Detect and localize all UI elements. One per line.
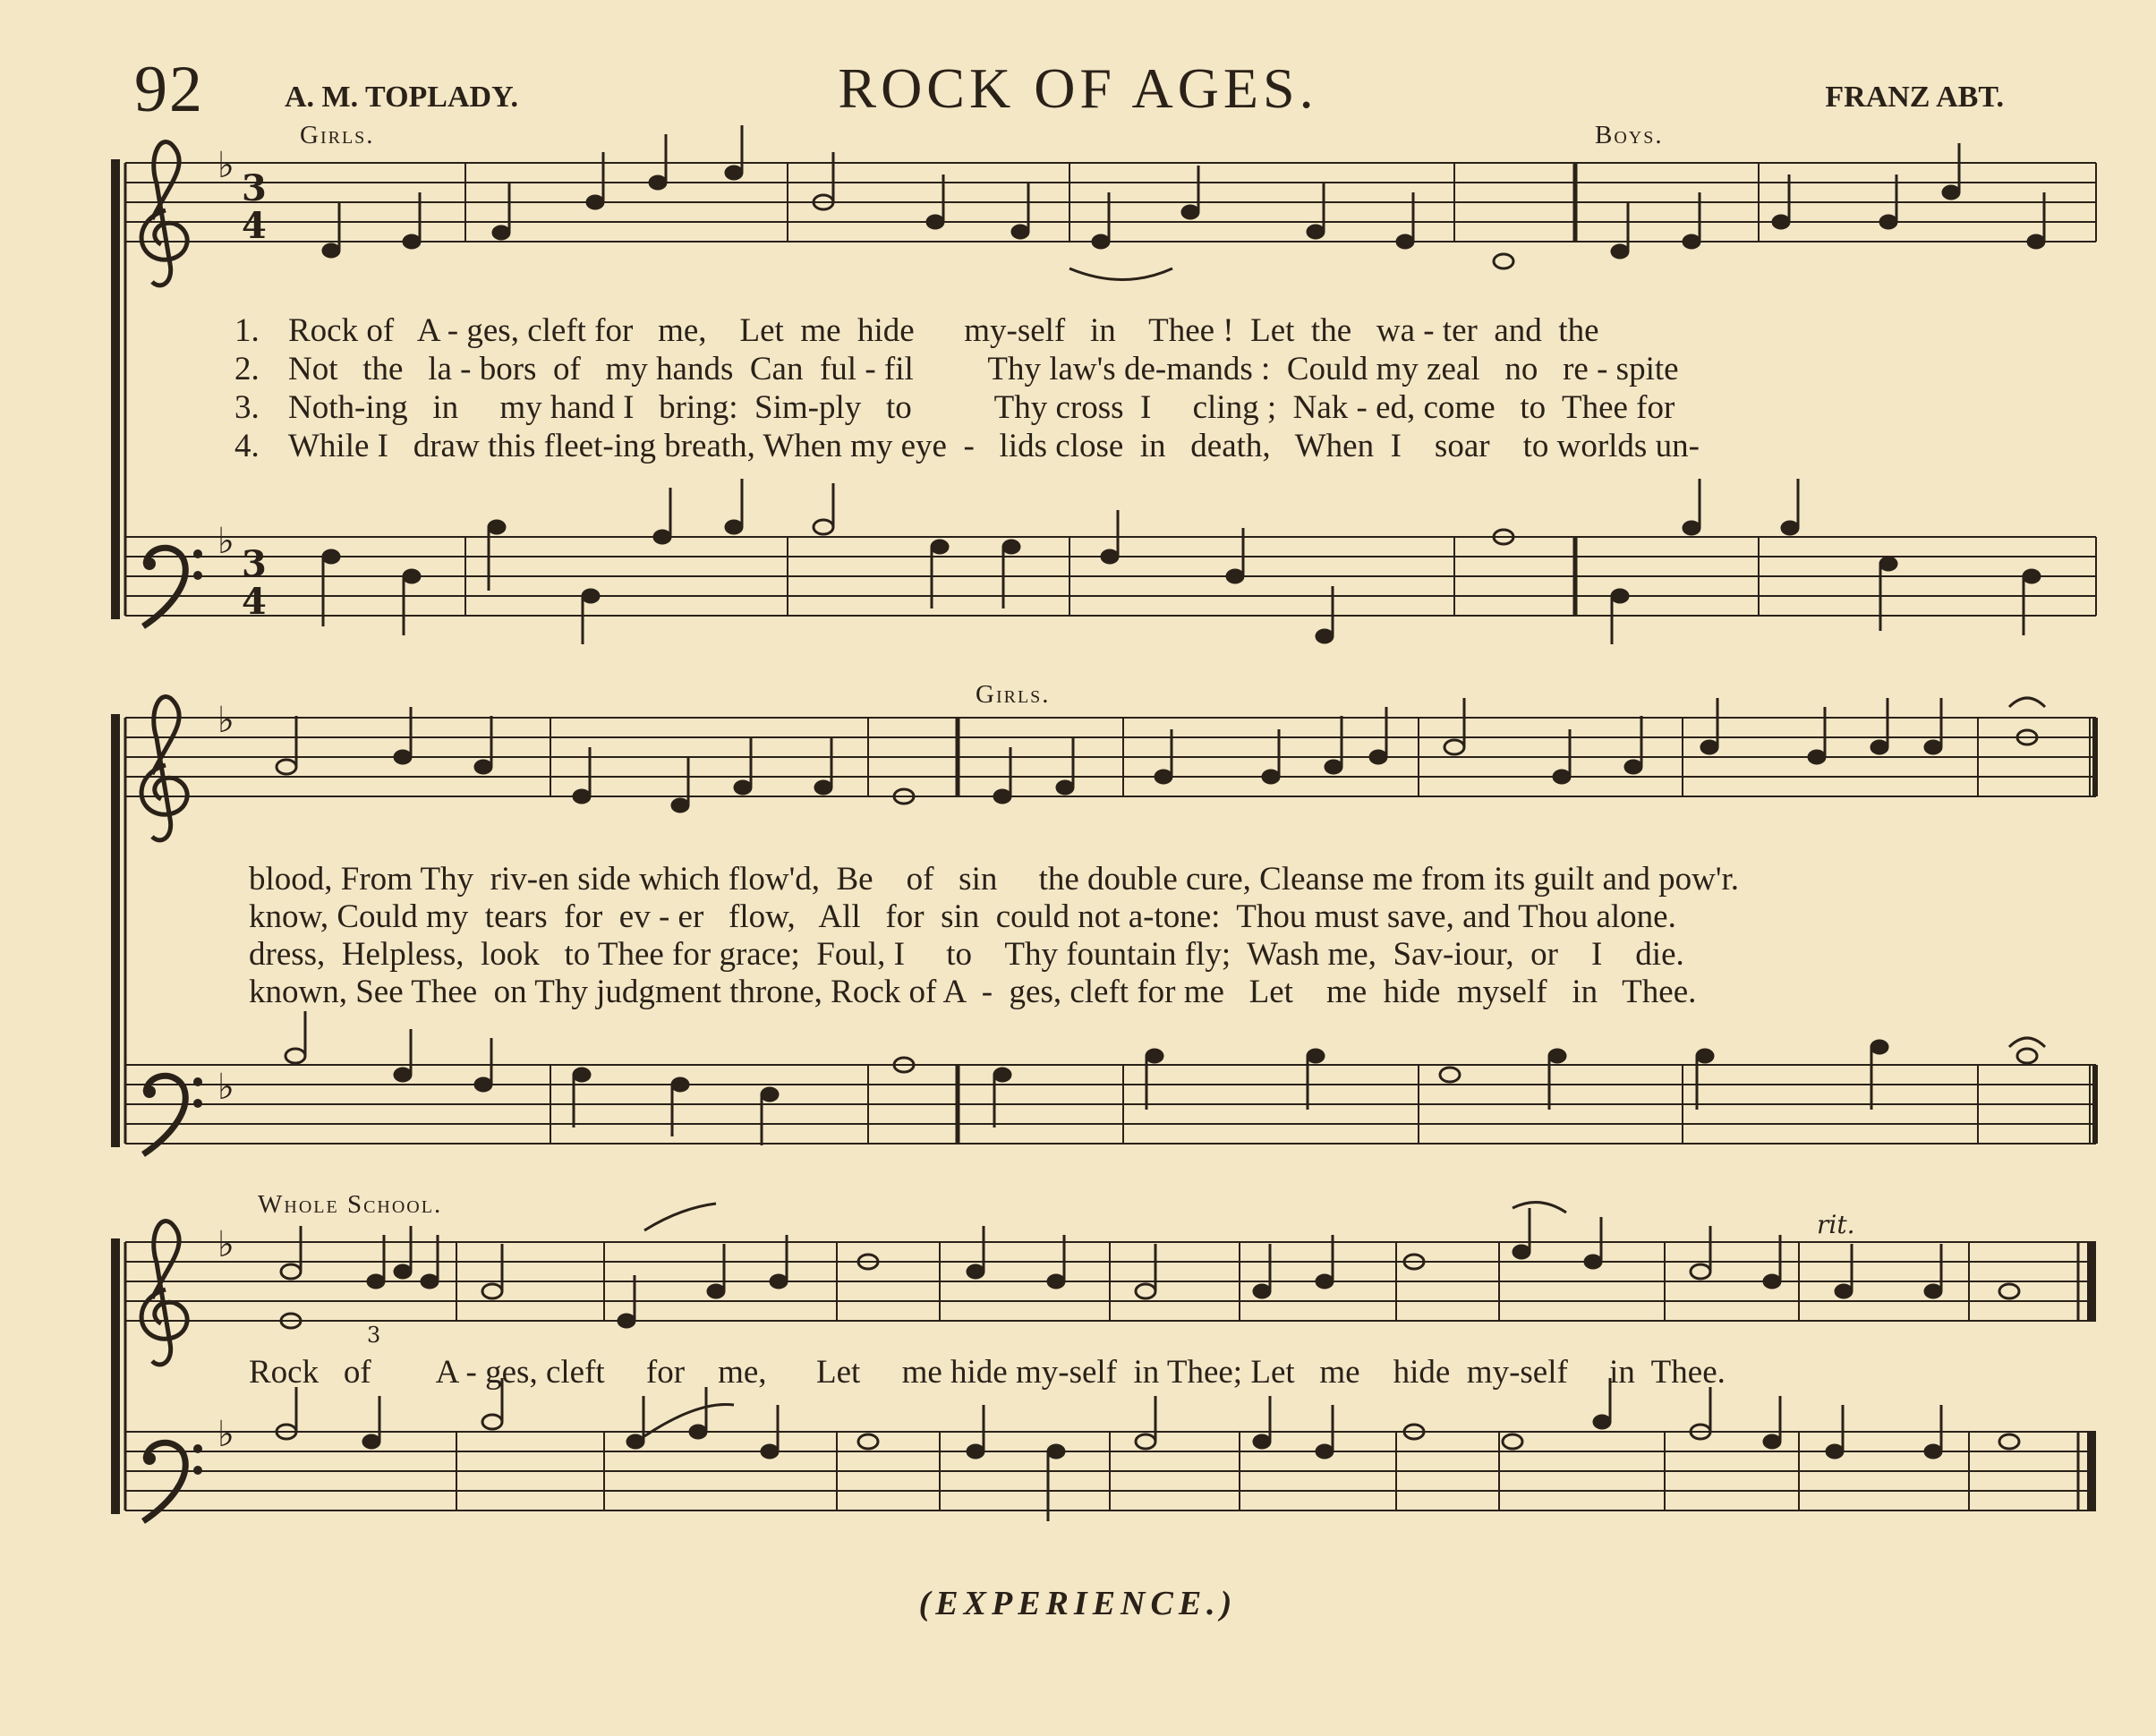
svg-text:♭: ♭: [217, 521, 234, 562]
svg-text:♭: ♭: [217, 1224, 234, 1265]
composer-name: FRANZ ABT.: [1825, 81, 2004, 114]
system-1-notes: [323, 125, 2044, 268]
verse-line-1: blood, From Thy riv-en side which flow'd, Be of sin the double cure, Cleanse me from its guilt and pow'r.: [249, 861, 1740, 898]
verse-line-3: dress, Helpless, look to Thee for grace; Foul, I to Thy fountain fly; Wash me, Sav-iour, or I die.: [249, 936, 1684, 973]
key-signature-flats: [217, 145, 234, 1455]
hymn-title: ROCK OF AGES.: [838, 56, 1318, 120]
verse-line-4: known, See Thee on Thy judgment throne, Rock of A - ges, cleft for me Let me hide myself in Thee.: [249, 974, 1697, 1010]
chorus-lyric: Rock of A - ges, cleft for me, Let me hide my-self in Thee; Let me hide my-self in Thee.: [249, 1354, 1726, 1391]
poet-name: A. M. TOPLADY.: [285, 81, 519, 114]
verse-line-2: 2. Not the la - bors of my hands Can ful - fil Thy law's de-mands : Could my zeal no re - spite: [234, 351, 1679, 387]
bass-clef-icon: [143, 1442, 202, 1521]
svg-text:4: 4: [242, 205, 267, 247]
ritardando-marking: rit.: [1817, 1210, 1855, 1239]
bass-clef-icon: [143, 548, 202, 626]
voice-label-girls: Girls.: [300, 121, 375, 149]
verses-system-1: [234, 311, 1700, 465]
svg-text:♭: ♭: [217, 1414, 234, 1455]
verse-line-2: know, Could my tears for ev - er flow, All for sin could not a-tone: Thou must save, and Thou alone.: [249, 898, 1676, 935]
voice-label-boys: Boys.: [1595, 121, 1664, 149]
svg-text:3: 3: [242, 543, 267, 585]
system-1-bass-notes: [323, 479, 2040, 644]
triplet-marking: 3: [367, 1323, 381, 1348]
verse-line-3: 3. Noth-ing in my hand I bring: Sim-ply to Thy cross I cling ; Nak - ed, come to Thee for: [234, 389, 1675, 426]
system-2-bass-lines: [125, 1065, 2096, 1144]
svg-text:4: 4: [242, 581, 267, 623]
verse-line-4: 4. While I draw this fleet-ing breath, When my eye - lids close in death, When I soar to worlds un-: [234, 428, 1700, 464]
verse-line-1: 1. Rock of A - ges, cleft for me, Let me hide my-self in Thee ! Let the wa - ter and the: [234, 312, 1599, 349]
svg-text:♭: ♭: [217, 700, 234, 741]
voice-label-whole-school: Whole School.: [258, 1190, 443, 1219]
clefs: [141, 142, 202, 1521]
page-number: 92: [134, 53, 204, 126]
system-2-treble-lines: [125, 718, 2096, 796]
svg-text:♭: ♭: [217, 145, 234, 186]
svg-text:♭: ♭: [217, 1067, 234, 1108]
svg-text:3: 3: [242, 167, 267, 209]
voice-label-girls-second: Girls.: [976, 680, 1051, 709]
tune-name-footer: (EXPERIENCE.): [918, 1585, 1238, 1622]
verses-system-2: [249, 861, 1739, 1011]
bass-clef-icon: [143, 1076, 202, 1154]
